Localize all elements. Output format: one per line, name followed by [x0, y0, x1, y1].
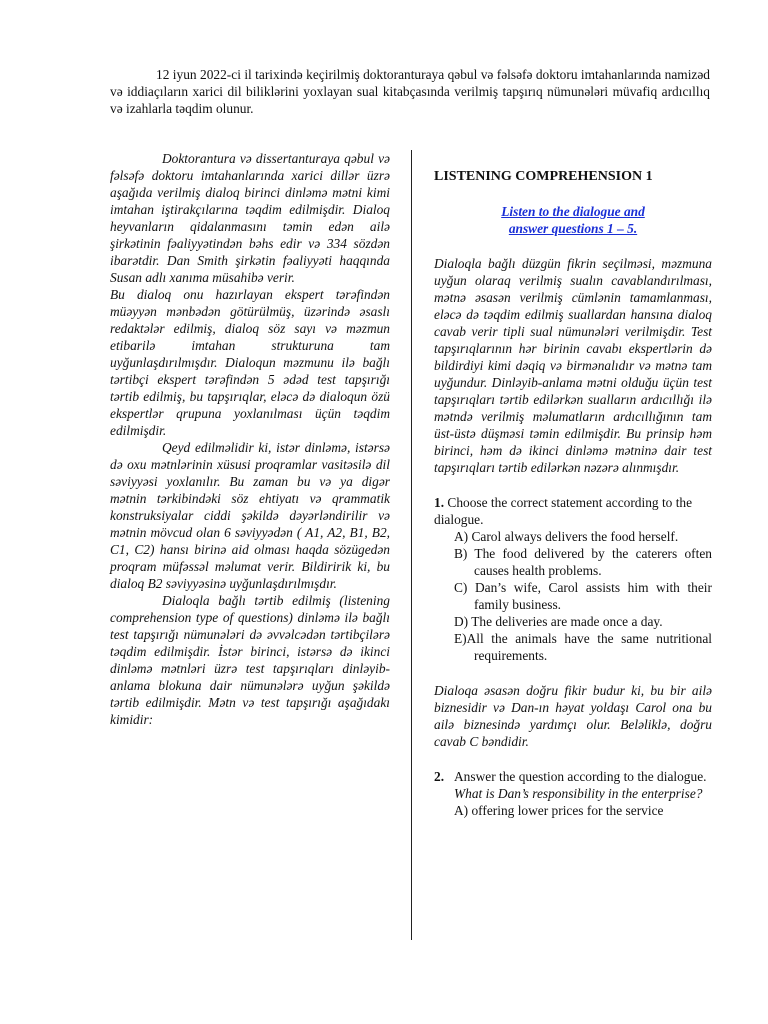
question-1-text: Choose the correct statement according to the dialogue. [434, 495, 693, 527]
instruction-link-line-1: Listen to the dialogue and [501, 204, 645, 219]
section-heading: LISTENING COMPREHENSION 1 [434, 169, 653, 184]
question-1-number: 1. [434, 495, 445, 510]
question-2-option-a: A) offering lower prices for the service [454, 803, 664, 818]
left-paragraph-3: Qeyd edilməlidir ki, istər dinləmə, istərsə də oxu mətnlərinin xüsusi proqramlar vasitəsilə dil səviyyəsi yoxlanılır. Bu zaman bu və ya digər mətnin tərkibindəki söz ehtiyatı və qrammatik konstruksiyalar ciddi şəkildə dəyərləndirilir və mətnin mövcud olan 6 səviyyədən ( A1, A2, B1, B2, C1, C2) hansı birinə aid olması haqda sözügedən proqram müfəssəl məlumat verir. Bildiririk ki, bu dialoq B2 səviyyəsinə uyğunlaşdırılmışdır. [110, 440, 390, 591]
left-paragraph-2: Bu dialoq onu hazırlayan ekspert tərəfindən müəyyən mənbədən götürülmüş, üzərində əsaslı redaktələr edilmiş, dialoq söz sayı və məzmun etibarilə imtahan strukturuna tam uyğunlaşdırılmışdır. Dialoqun məzmunu ilə bağlı tərtibçi ekspert tərəfindən 5 ədəd test tapşırığı tərtib edilmiş, bu tapşırıqlar, eləcə də dialoqun özü ekspertlər qrupuna yoxlanılması üçün təqdim edilmişdir. [110, 287, 390, 438]
question-1-option-b: B) The food delivered by the caterers often causes health problems. [454, 546, 712, 578]
question-1-option-d: D) The deliveries are made once a day. [454, 614, 663, 629]
question-1-option-e: E)All the animals have the same nutritional requirements. [454, 631, 712, 663]
right-column [434, 150, 712, 819]
question-2 [434, 768, 712, 819]
column-divider [411, 150, 412, 940]
explanation-paragraph: Dialoqla bağlı düzgün fikrin seçilməsi, məzmuna uyğun olaraq verilmiş sualın cavablandırılması, mətnə əsasən verilmiş cümlənin tamamlanması, eləcə də təqdim edilmiş suallardan hansına dialoq cavab verir tipli sual nümunələri verilmişdir. Test tapşırıqlarının hər birinin cavabı ekspertlərin də bildirdiyi kimi dəqiq və birmənalıdır və mətnə tam uyğundur. Dinləyib-anlama mətni olduğu üçün test tapşırıqları tərtib edilərkən sualların ardıcıllığı ilə mətndə verilmiş məlumatların ardıcıllığının tam üst-üstə düşməsi təmin edilmişdir. Bu prinsip həm birinci, həm də ikinci dinləmə mətninə dair test tapşırıqları tərtib edilərkən nəzərə alınmışdır. [434, 256, 712, 475]
left-column [110, 150, 390, 728]
question-2-number: 2. [434, 769, 445, 784]
question-1-prompt [434, 494, 712, 528]
question-1 [434, 494, 712, 664]
question-1-option-a: A) Carol always delivers the food herself. [454, 529, 679, 544]
question-2-text: Answer the question according to the dialogue. [454, 769, 707, 784]
question-2-question: What is Dan’s responsibility in the enterprise? [454, 786, 703, 801]
instruction-link[interactable] [434, 203, 712, 237]
question-1-answer: Dialoqa əsasən doğru fikir budur ki, bu bir ailə biznesidir və Dan-ın həyat yoldaşı Carol ona bu ailə biznesində yardımçı olur. Beləliklə, doğru cavab C bəndidir. [434, 683, 712, 749]
left-paragraph-1: Doktorantura və dissertanturaya qəbul və fəlsəfə doktoru imtahanlarında xarici dillər üzrə aşağıda verilmiş dialoq birinci dinləmə mətni kimi imtahan iştirakçılarına təqdim edilmişdir. Dialoq heyvanların qidalanmasını təmin edən ailə şirkətinin fəaliyyətindən bəhs edir və 334 sözdən ibarətdir. Dan Smith şirkətin fəaliyyəti haqqında Susan adlı xanıma müsahibə verir. [110, 151, 390, 285]
question-1-option-c: C) Dan’s wife, Carol assists him with their family business. [454, 580, 712, 612]
question-1-options [434, 528, 712, 664]
intro-paragraph: 12 iyun 2022-ci il tarixində keçirilmiş doktoranturaya qəbul və fəlsəfə doktoru imtahanlarında namizəd və iddiaçıların xarici dil biliklərini yoxlayan sual kitabçasında verilmiş tapşırıq nümunələri müvafiq ardıcıllıq və izahlarla təqdim olunur. [110, 67, 710, 116]
left-paragraph-4: Dialoqla bağlı tərtib edilmiş (listening comprehension type of questions) dinləmə ilə bağlı test tapşırığı nümunələri də əvvəlcədən tərtibçilərə təqdim edilmişdir. İstər birinci, istərsə də ikinci dinləmə mətnləri üzrə test tapşırıqları dinləyib-anlama blokuna dair nümunələrə uyğun şəkildə tərtib edilmişdir. Mətn və test tapşırığı aşağıdakı kimidir: [110, 593, 390, 727]
instruction-link-line-2: answer questions 1 – 5. [508, 221, 638, 236]
